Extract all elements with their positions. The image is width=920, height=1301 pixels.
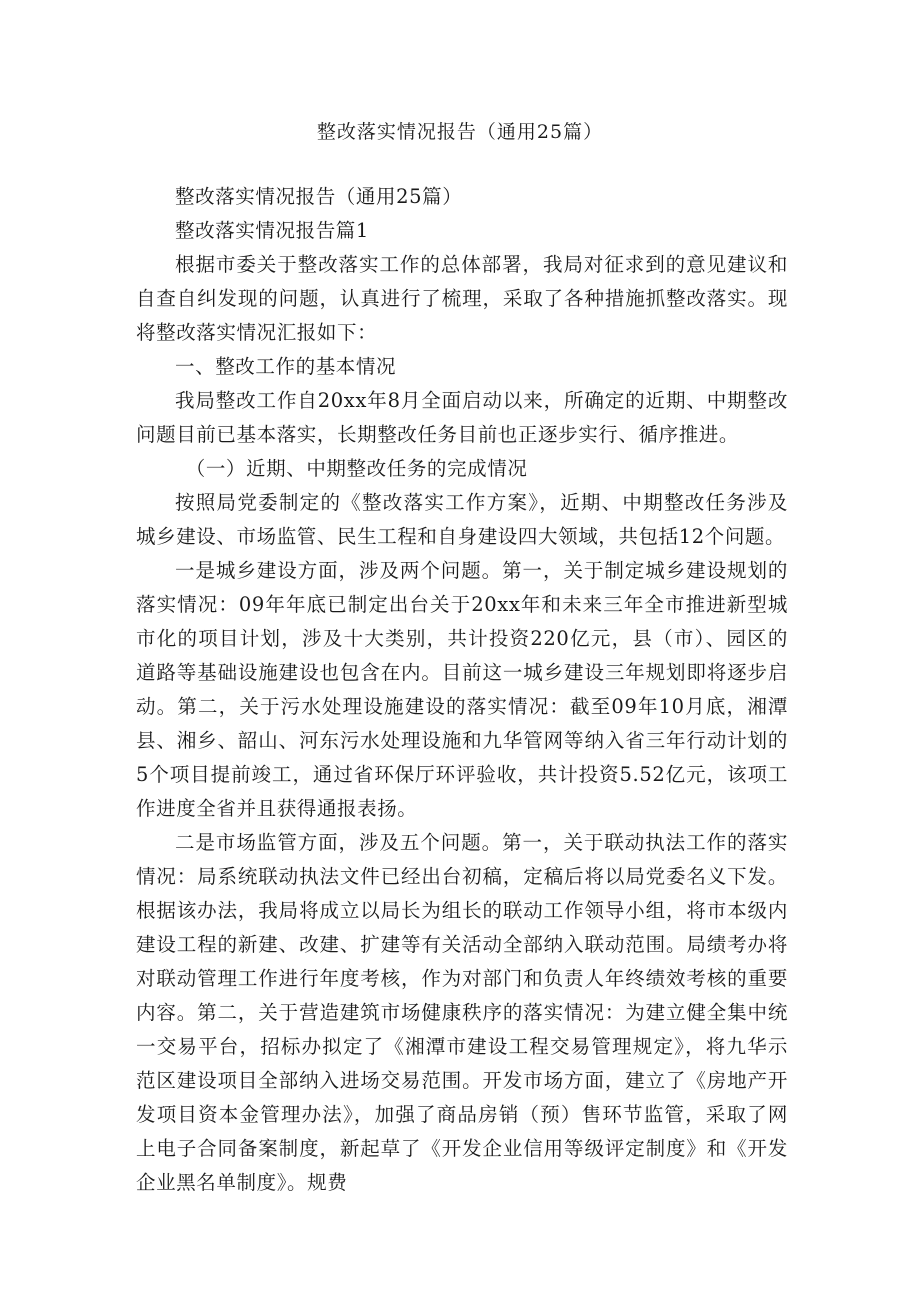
paragraph-urban-rural: 一是城乡建设方面，涉及两个问题。第一，关于制定城乡建设规划的落实情况：09年年底已制定出台关于20xx年和未来三年全市推进新型城市化的项目计划，涉及十大类别，共计投资220亿元，县（市）、园区的道路等基础设施建设也包含在内。目前这一城乡建设三年规划即将逐步启动。第二，关于污水处理设施建设的落实情况：截至09年10月底，湘潭县、湘乡、韶山、河东污水处理设施和九华管网等纳入省三年行动计划的5个项目提前竣工，通过省环保厅环评验收，共计投资5.52亿元，该项工作进度全省并且获得通报表扬。 [136, 559, 788, 820]
document-title: 整改落实情况报告（通用25篇） [316, 121, 604, 143]
paragraph-intro: 根据市委关于整改落实工作的总体部署，我局对征求到的意见建议和自查自纠发现的问题，认真进行了梳理，采取了各种措施抓整改落实。现将整改落实情况汇报如下： [136, 253, 788, 344]
heading-basic-situation: 一、整改工作的基本情况 [175, 355, 397, 378]
document-body [136, 180, 788, 1200]
paragraph-market-supervision: 二是市场监管方面，涉及五个问题。第一，关于联动执法工作的落实情况：局系统联动执法文件已经出台初稿，定稿后将以局党委名义下发。根据该办法，我局将成立以局长为组长的联动工作领导小组，将市本级内建设工程的新建、改建、扩建等有关活动全部纳入联动范围。局绩考办将对联动管理工作进行年度考核，作为对部门和负责人年终绩效考核的重要内容。第二，关于营造建筑市场健康秩序的落实情况：为建立健全集中统一交易平台，招标办拟定了《湘潭市建设工程交易管理规定》，将九华示范区建设项目全部纳入进场交易范围。开发市场方面，建立了《房地产开发项目资本金管理办法》，加强了商品房销（预）售环节监管，采取了网上电子合同备案制度，新起草了《开发企业信用等级评定制度》和《开发企业黑名单制度》。规费 [136, 831, 788, 1194]
paragraph-section-heading: 整改落实情况报告篇1 [175, 219, 369, 242]
paragraph-overview: 我局整改工作自20xx年8月全面启动以来，所确定的近期、中期整改问题目前已基本落实，长期整改任务目前也正逐步实行、循序推进。 [136, 389, 788, 446]
heading-near-mid-term: （一）近期、中期整改任务的完成情况 [185, 457, 528, 480]
paragraph-subtitle: 整改落实情况报告（通用25篇） [175, 185, 463, 208]
paragraph-plan: 按照局党委制定的《整改落实工作方案》，近期、中期整改任务涉及城乡建设、市场监管、民生工程和自身建设四大领域，共包括12个问题。 [136, 491, 788, 548]
